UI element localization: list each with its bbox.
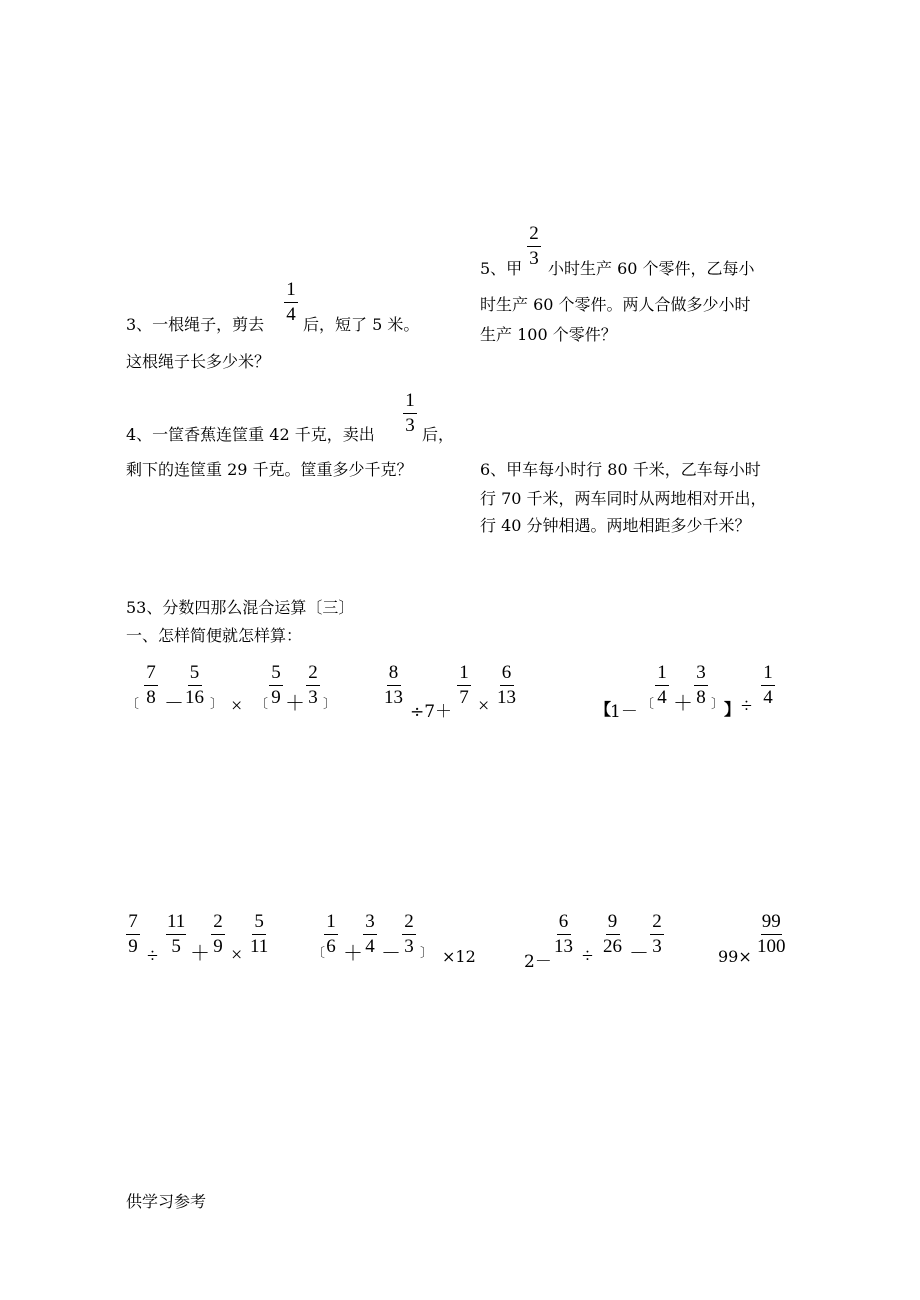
- e3-fraction-1: $\frac{1}{4}$: [655, 663, 669, 708]
- e4-fraction-2: $\frac{11}{5}$: [167, 911, 186, 957]
- p3-frac-num: 1: [284, 280, 298, 303]
- e6-minus: －: [629, 943, 649, 965]
- e5-fraction-3: $\frac{2}{3}$: [402, 912, 416, 957]
- p4-line2: 剩下的连筐重 29 千克。筐重多少千克？: [126, 460, 413, 479]
- e4-plus: ＋: [190, 943, 210, 965]
- e4-fraction-3: $\frac{2}{9}$: [211, 912, 225, 957]
- e2-fraction-1: $\frac{8}{13}$: [384, 662, 403, 708]
- e3-fraction-3: $\frac{1}{4}$: [761, 663, 775, 708]
- e6-divide: ÷: [582, 945, 593, 967]
- e1-plus: ＋: [285, 693, 305, 715]
- p6-line3: 行 40 分钟相遇。两地相距多少千米？: [480, 516, 751, 535]
- p3-prefix: 3、一根绳子，剪去: [126, 315, 265, 334]
- footer-text: 供学习参考: [126, 1192, 207, 1211]
- p4-fraction: [403, 391, 417, 436]
- e1-fraction-2: $\frac{5}{16}$: [185, 662, 204, 708]
- e7-fraction-1: $\frac{99}{100}$: [757, 911, 786, 957]
- e3-left-bracket: 【: [595, 700, 612, 719]
- e4-times: ×: [231, 944, 243, 966]
- e1-fraction-1: $\frac{7}{8}$: [144, 663, 158, 708]
- p5-frac-num: 2: [527, 224, 541, 247]
- e5-plus: ＋: [343, 943, 363, 965]
- e2-fraction-3: $\frac{6}{13}$: [497, 662, 516, 708]
- p3-suffix: 后，短了 5 米。: [303, 315, 420, 334]
- e5-minus: －: [381, 943, 401, 965]
- e1-times: ×: [231, 695, 243, 717]
- e3-right-paren: 〕: [711, 697, 725, 712]
- e5-fraction-2: $\frac{3}{4}$: [363, 912, 377, 957]
- e2-times: ×: [478, 695, 490, 717]
- p4-prefix: 4、一筐香蕉连筐重 42 千克，卖出: [126, 425, 375, 444]
- p4-frac-num: 1: [403, 391, 417, 414]
- section-title: 53、分数四那么混合运算〔三〕: [126, 598, 355, 617]
- p3-frac-den: 4: [286, 304, 296, 325]
- e1-left-paren-2: 〔: [255, 697, 269, 712]
- e4-fraction-4: $\frac{5}{11}$: [250, 911, 269, 957]
- e2-div-7-plus: ÷7＋: [410, 702, 453, 722]
- p5-frac-den: 3: [529, 248, 539, 269]
- e3-plus: ＋: [673, 693, 693, 715]
- e1-left-paren-1: 〔: [126, 697, 140, 712]
- p5-fraction: [527, 224, 541, 269]
- section-instruction: 一、怎样简便就怎样算：: [126, 626, 303, 645]
- e1-right-paren-2: 〕: [323, 697, 337, 712]
- p6-line2: 行 70 千米，两车同时从两地相对开出，: [480, 489, 767, 508]
- e4-divide: ÷: [147, 945, 158, 967]
- e4-fraction-1: $\frac{7}{9}$: [126, 912, 140, 957]
- e1-fraction-3: $\frac{5}{9}$: [269, 663, 283, 708]
- p5-prefix: 5、甲: [480, 259, 523, 278]
- e3-divide: ÷: [741, 695, 752, 717]
- e1-fraction-4: $\frac{2}{3}$: [306, 663, 320, 708]
- e6-fraction-1: $\frac{6}{13}$: [554, 911, 573, 957]
- e3-right-bracket: 】: [724, 700, 741, 719]
- p3-line2: 这根绳子长多少米？: [126, 352, 271, 371]
- p4-frac-den: 3: [405, 415, 415, 436]
- p5-line3: 生产 100 个零件？: [480, 325, 617, 344]
- p4-suffix: 后，: [422, 425, 455, 444]
- p5-line2: 时生产 60 个零件。两人合做多少小时: [480, 295, 751, 314]
- e7-99-times: 99×: [718, 947, 752, 966]
- e6-two-minus: 2－: [524, 952, 552, 972]
- e5-times-12: ×12: [442, 947, 476, 966]
- p3-fraction: [284, 280, 298, 325]
- p6-line1: 6、甲车每小时行 80 千米，乙车每小时: [480, 460, 761, 479]
- e2-fraction-2: $\frac{1}{7}$: [457, 663, 471, 708]
- e3-one-minus: 1－: [610, 702, 638, 722]
- e6-fraction-3: $\frac{2}{3}$: [650, 912, 664, 957]
- e3-left-paren: 〔: [641, 697, 655, 712]
- e6-fraction-2: $\frac{9}{26}$: [603, 911, 622, 957]
- e5-left-paren: 〔: [312, 946, 326, 961]
- e1-minus: －: [164, 693, 184, 715]
- p5-suffix: 小时生产 60 个零件，乙每小: [548, 259, 755, 278]
- e5-right-paren: 〕: [420, 946, 434, 961]
- e3-fraction-2: $\frac{3}{8}$: [694, 663, 708, 708]
- e1-right-paren-1: 〕: [210, 697, 224, 712]
- e5-fraction-1: $\frac{1}{6}$: [324, 912, 338, 957]
